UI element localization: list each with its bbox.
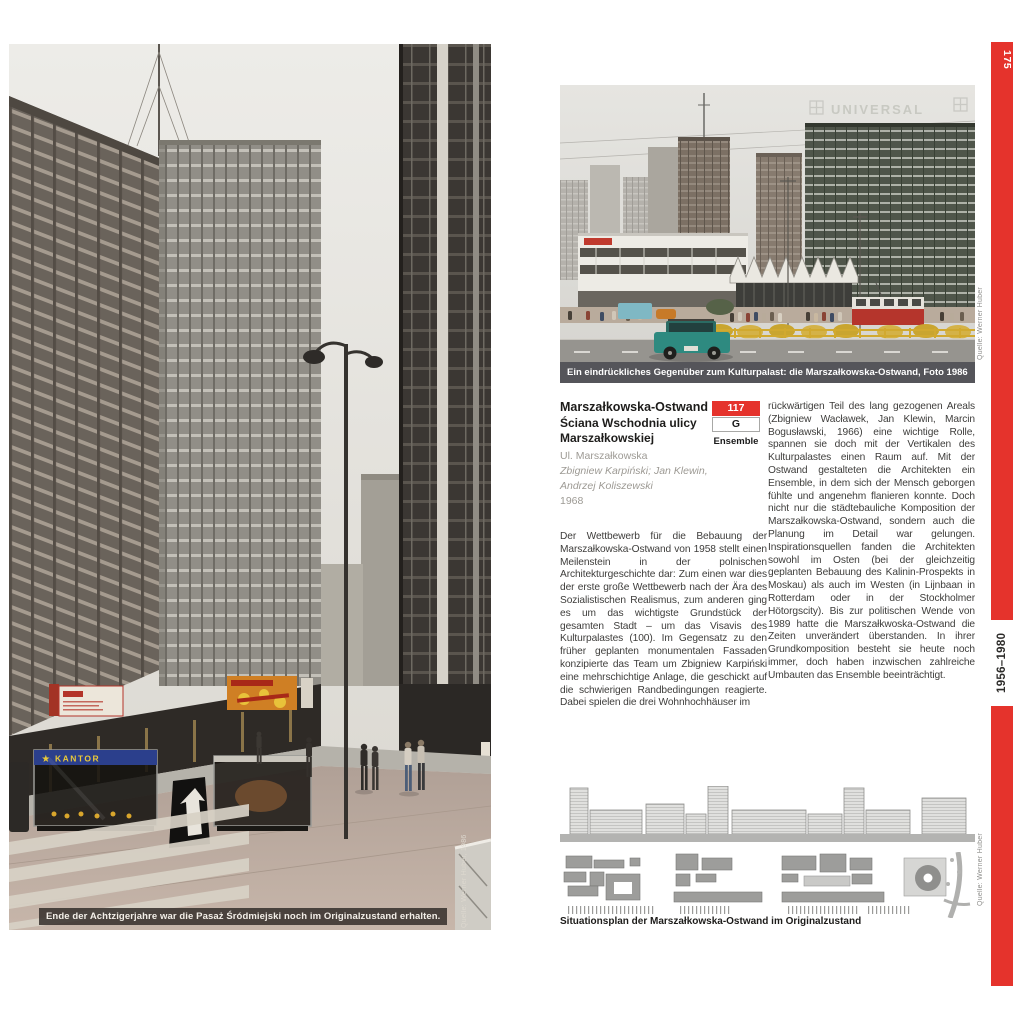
entry-year: 1968 (560, 494, 584, 507)
entry-architects: Zbigniew Karpiński; Jan Klewin, Andrzej Koliszewski (560, 464, 708, 492)
badge-type: Ensemble (713, 436, 759, 447)
street-photo (560, 85, 975, 362)
left-page-photo (9, 44, 491, 930)
elevation-drawing (560, 786, 975, 848)
entry-title: Marszałkowska-Ostwand (560, 400, 708, 414)
street-photo-credit: Quelle: Werner Huber (977, 287, 984, 360)
plan-drawings (560, 786, 975, 918)
entry-badge (712, 401, 760, 447)
entry-header (560, 400, 720, 509)
body-column-2: rückwärtigen Teil des lang gezogenen Areals (Zbigniew Wacławek, Jan Klewin, Marcin Bogusławski, 1966) eine wichtige Rolle, spannen sie doch mit der Vertikalen des Kulturpalastes einen Raum auf. Mit der Ostwand gestalteten die Architekten ein Ensemble, in dem sich der Mensch geborgen fühlte und angenehm flanieren konnte. Doch nicht nur die städtebauliche Komposition der Marszałkowska-Ostwand, sondern auch die Planung im Detail war gelungen. Inspirationsquellen fanden die Architekten sowohl im Osten (bei der gleichzeitig geplanten Bebauung des Kalinin-Prospekts in Moskau) als auch im Westen (in Lijnbaan in Rotterdam oder in der Stockholmer Hötorgscity). Bis zur politischen Wende von 1989 hatte die Marszałkwoska-Ostwand die Zeiten unverändert überstanden. In ihrer Grundkomposition besteht sie heute noch immer, doch haben inzwischen zahlreiche Umbauten das Ensemble beeinträchtigt. (768, 401, 975, 681)
era-tab: 1956–1980 (996, 632, 1008, 694)
street-photo-caption: Ein eindrückliches Gegenüber zum Kulturpalast: die Marszałkowska-Ostwand, Foto 1986 (560, 362, 975, 383)
section-color-bar-bottom (991, 706, 1013, 986)
body-column-1: Der Wettbewerb für die Bebauung der Marszałkowska-Ostwand von 1958 stellt einen Meilenstein in der polnischen Architekturgeschichte dar: Zum einen war dies der erste große Wettbewerb nach der Ära des Sozialistischen Realismus, zum anderen ging es um das wichtigste Grundstück der gesamten Stadt – um das Visavis des Kulturpalastes (100). Im Gegensatz zu den früher geplanten monumentalen Fassaden konzipierte das Team um Zbigniew Karpiński eine mehrschichtige Anlage, die geschickt auf die schwierigen Randbedingungen reagierte. Dabei spielen die drei Wohnhochhäuser im (560, 531, 767, 709)
plan-caption: Situationsplan der Marszałkowska-Ostwand im Originalzustand (560, 916, 862, 927)
site-plan-drawing (560, 852, 975, 918)
kantor-sign: ★ KANTOR (42, 753, 101, 764)
plan-credit: Quelle: Werner Huber (977, 833, 984, 906)
tram (852, 297, 924, 325)
entry-subtitle: Ściana Wschodnia ulicy Marszałkowskiej (560, 415, 697, 445)
street-scene-illustration (9, 44, 491, 930)
badge-number: 117 (712, 401, 760, 416)
page-number: 175 (1001, 50, 1013, 70)
universal-sign: UNIVERSAL (831, 102, 925, 117)
badge-letter: G (712, 417, 760, 432)
left-photo-caption: Ende der Achtzigerjahre war die Pasaż Śródmiejski noch im Originalzustand erhalten. (39, 908, 447, 925)
marszalkowska-photo-illustration (560, 85, 975, 362)
entry-address: Ul. Marszałkowska (560, 449, 648, 462)
left-photo-credit: Quelle: Werner Huber, 1986 (461, 834, 468, 928)
section-color-bar-top (991, 42, 1013, 620)
